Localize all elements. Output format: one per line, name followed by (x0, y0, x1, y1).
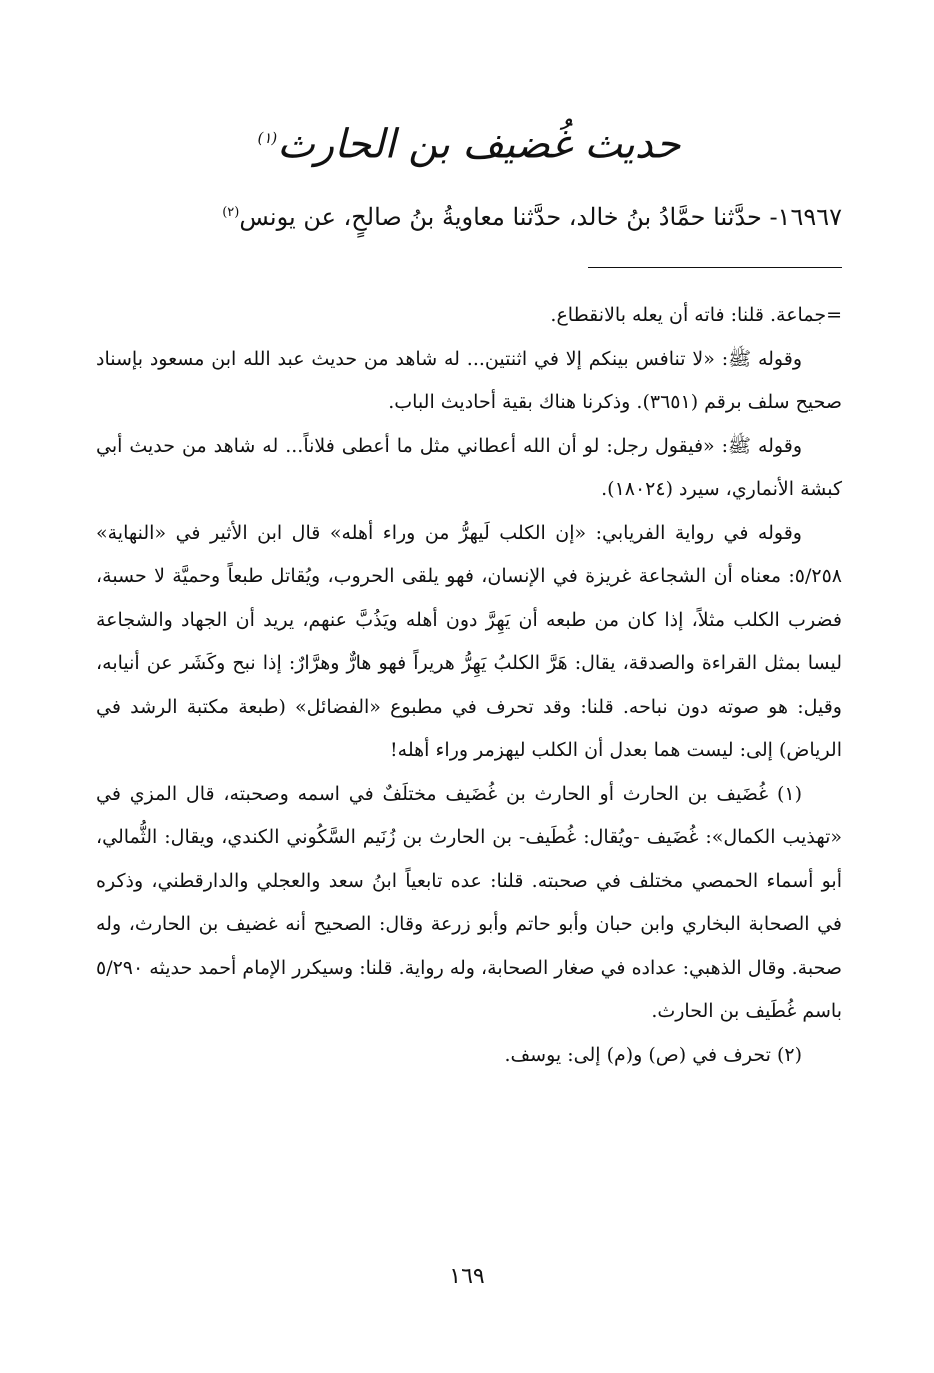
hadith-isnad: ١٦٩٦٧- حدَّثنا حمَّادُ بنُ خالد، حدَّثنا معاويةُ بنُ صالحٍ، عن يونس (239, 203, 842, 231)
chapter-title (0, 108, 934, 174)
hadith-footnote-ref: (٢) (222, 205, 240, 220)
footnote-paragraph: وقوله ﷺ: «فيقول رجل: لو أن الله أعطاني مثل ما أعطى فلاناً... له شاهد من حديث أبي كبشة الأنماري، سيرد (١٨٠٢٤). (96, 434, 842, 500)
footnotes (96, 294, 842, 1077)
footnote-2: (٢) تحرف في (ص) و(م) إلى: يوسف. (504, 1043, 802, 1066)
page-number: ١٦٩ (449, 1264, 485, 1289)
footnote-paragraph: وقوله ﷺ: «لا تنافس بينكم إلا في اثنتين... له شاهد من حديث عبد الله ابن مسعود بإسناد صحيح سلف برقم (٣٦٥١). وذكرنا هناك بقية أحاديث الباب. (96, 347, 842, 413)
footnote-paragraph: وقوله في رواية الفريابي: «إن الكلب لَيهرُّ من وراء أهله» قال ابن الأثير في «النهاية» ٥/٢٥٨: معناه أن الشجاعة غريزة في الإنسان، فهو يلقى الحروب، ويُقاتل طبعاً وحميَّة لا حسبة، فضرب الكلب مثلاً، إذا كان من طبعه أن يَهِرَّ دون أهله ويَذُبَّ عنهم، يريد أن الجهاد والشجاعة ليسا بمثل القراءة والصدقة، يقال: هَرَّ الكلبُ يَهِرُّ هريراً فهو هارٌّ وهرَّارٌ: إذا نبح وكَشَر عن أنيابه، وقيل: هو صوته دون نباحه. قلنا: وقد تحرف في مطبوع «الفضائل» (طبعة مكتبة الرشد في الرياض) إلى: ليست هما بعدل أن الكلب ليهزمر وراء أهله! (96, 521, 842, 761)
footnote-continuation: =جماعة. قلنا: فاته أن يعله بالانقطاع. (550, 304, 842, 326)
hadith-text (80, 190, 842, 240)
chapter-title-text: حديث غُضيف بن الحارث (277, 121, 681, 168)
footnote-1: (١) غُضَيف بن الحارث أو الحارث بن غُضَيف مختلَفٌ في اسمه وصحبته، قال المزي في «تهذيب الكمال»: غُضَيف -ويُقال: غُطَيف- بن الحارث بن زُنَيم السَّكُوني الكندي، ويقال: الثُّمالي، أبو أسماء الحمصي مختلف في صحبته. قلنا: عده تابعياً ابنُ سعد والعجلي والدارقطني، وذكره في الصحابة البخاري وابن حبان وأبو حاتم وأبو زرعة وقال: الصحيح أنه غضيف بن الحارث، وله صحبة. وقال الذهبي: عداده في صغار الصحابة، وله رواية. قلنا: وسيكرر الإمام أحمد حديثه ٥/٢٩٠ باسم غُطَيف بن الحارث. (96, 782, 842, 1022)
title-footnote-ref: (١) (257, 129, 278, 147)
footnote-divider (588, 267, 842, 268)
